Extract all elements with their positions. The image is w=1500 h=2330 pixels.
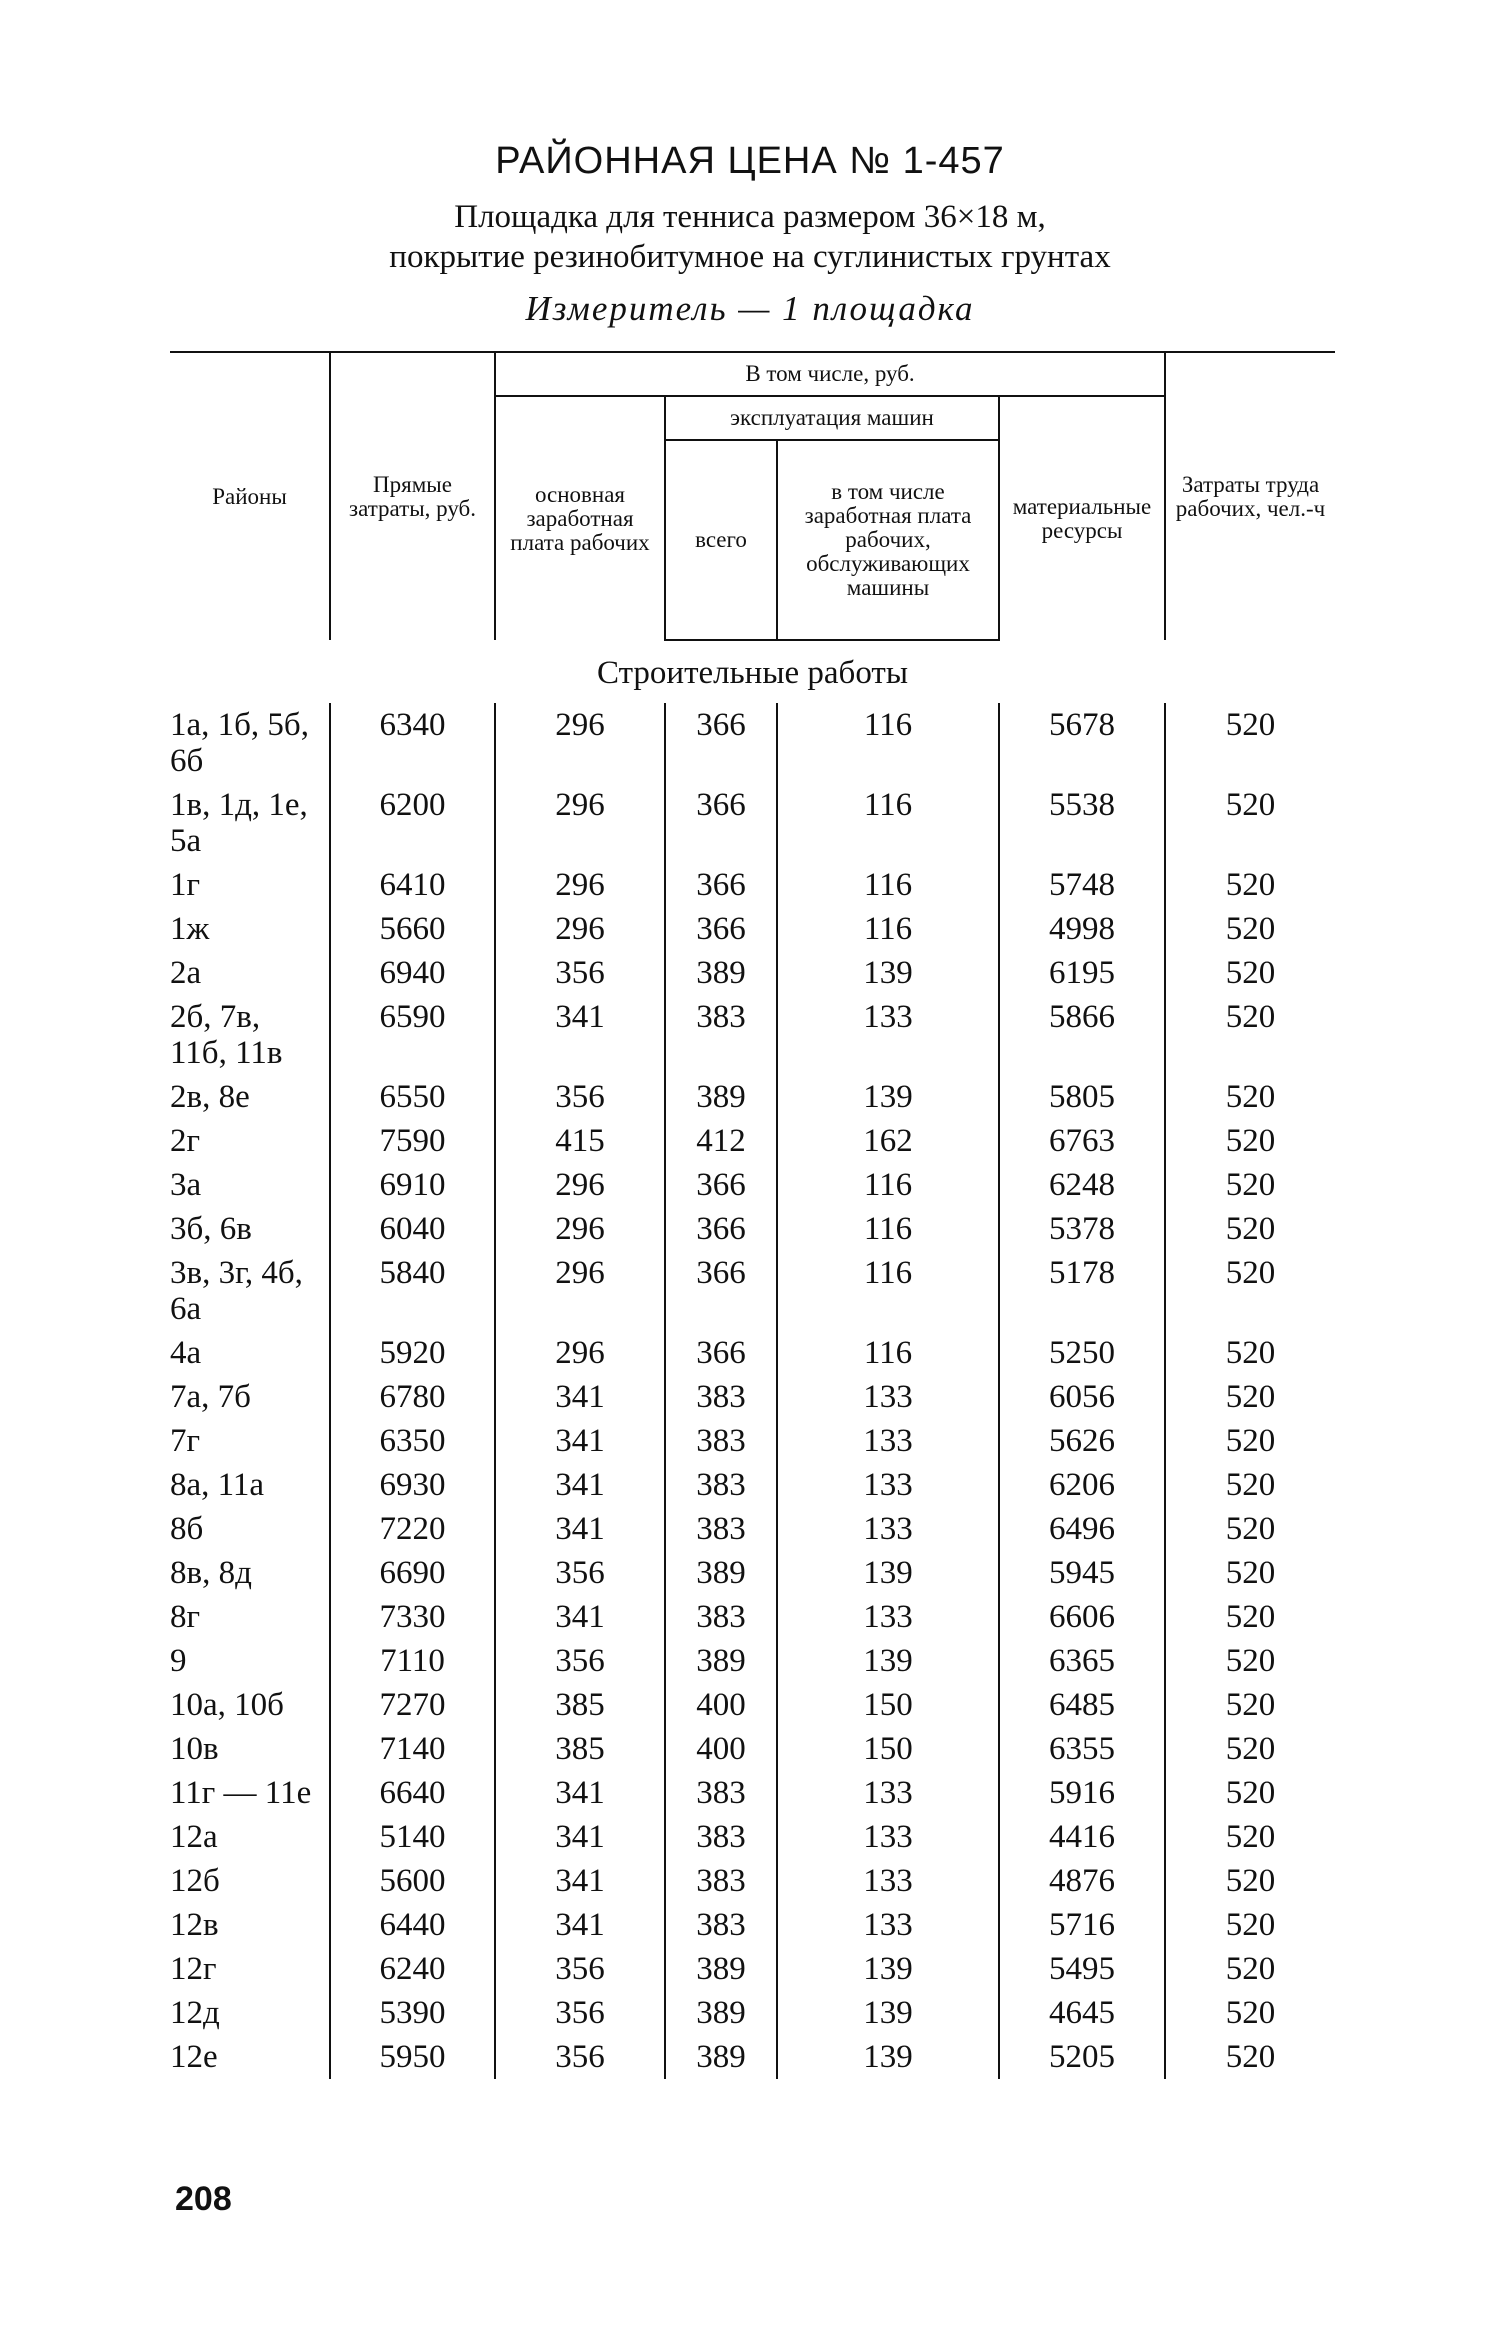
labor-cell: 520	[1165, 1859, 1335, 1903]
machine-total-cell: 366	[665, 907, 777, 951]
labor-cell: 520	[1165, 1815, 1335, 1859]
materials-cell: 5866	[999, 995, 1165, 1075]
machine-wage-cell: 116	[777, 863, 999, 907]
machine-total-cell: 366	[665, 1207, 777, 1251]
machine-wage-cell: 150	[777, 1683, 999, 1727]
machine-total-cell: 383	[665, 1463, 777, 1507]
machine-wage-cell: 116	[777, 783, 999, 863]
machine-total-cell: 383	[665, 1595, 777, 1639]
machine-wage-cell: 116	[777, 1331, 999, 1375]
region-cell: 12е	[170, 2039, 218, 2075]
region-cell: 1ж	[170, 911, 210, 947]
machine-wage-cell: 139	[777, 1991, 999, 2035]
base-wage-cell: 296	[495, 1207, 665, 1251]
table-row	[170, 907, 1335, 951]
region-cell: 12а	[170, 1819, 218, 1855]
machine-wage-cell: 133	[777, 1815, 999, 1859]
machine-wage-cell: 162	[777, 1119, 999, 1163]
direct-costs-cell: 6910	[330, 1163, 495, 1207]
machine-total-cell: 400	[665, 1683, 777, 1727]
machine-total-cell: 412	[665, 1119, 777, 1163]
base-wage-cell: 296	[495, 863, 665, 907]
direct-costs-cell: 5390	[330, 1991, 495, 2035]
machine-total-cell: 389	[665, 1075, 777, 1119]
base-wage-cell: 356	[495, 1991, 665, 2035]
labor-cell: 520	[1165, 1639, 1335, 1683]
materials-cell: 5916	[999, 1771, 1165, 1815]
labor-cell: 520	[1165, 783, 1335, 863]
machine-total-cell: 366	[665, 1331, 777, 1375]
base-wage-cell: 356	[495, 951, 665, 995]
table-row	[170, 1163, 1335, 1207]
direct-costs-cell: 5140	[330, 1815, 495, 1859]
header-including: В том числе, руб.	[495, 352, 1165, 396]
direct-costs-cell: 6340	[330, 703, 495, 783]
materials-cell: 4416	[999, 1815, 1165, 1859]
table-row	[170, 1119, 1335, 1163]
base-wage-cell: 341	[495, 1463, 665, 1507]
base-wage-cell: 341	[495, 1375, 665, 1419]
machine-wage-cell: 133	[777, 995, 999, 1075]
table-row	[170, 1903, 1335, 1947]
direct-costs-cell: 6440	[330, 1903, 495, 1947]
base-wage-cell: 341	[495, 1903, 665, 1947]
table-body	[170, 640, 1335, 2079]
labor-cell: 520	[1165, 1207, 1335, 1251]
header-regions: Районы	[170, 352, 330, 640]
labor-cell: 520	[1165, 863, 1335, 907]
direct-costs-cell: 6640	[330, 1771, 495, 1815]
table-row	[170, 1771, 1335, 1815]
machine-total-cell: 383	[665, 1815, 777, 1859]
table-row	[170, 863, 1335, 907]
labor-cell: 520	[1165, 1683, 1335, 1727]
region-cell: 9	[170, 1643, 187, 1679]
machine-total-cell: 389	[665, 1639, 777, 1683]
base-wage-cell: 385	[495, 1683, 665, 1727]
base-wage-cell: 356	[495, 1075, 665, 1119]
labor-cell: 520	[1165, 1163, 1335, 1207]
direct-costs-cell: 6940	[330, 951, 495, 995]
labor-cell: 520	[1165, 1419, 1335, 1463]
direct-costs-cell: 5660	[330, 907, 495, 951]
machine-total-cell: 389	[665, 1947, 777, 1991]
price-table	[170, 351, 1335, 2079]
labor-cell: 520	[1165, 1947, 1335, 1991]
materials-cell: 6355	[999, 1727, 1165, 1771]
region-cell: 11г — 11е	[170, 1775, 312, 1811]
base-wage-cell: 341	[495, 1815, 665, 1859]
machine-wage-cell: 139	[777, 951, 999, 995]
materials-cell: 5716	[999, 1903, 1165, 1947]
table-row	[170, 1207, 1335, 1251]
machine-wage-cell: 139	[777, 1639, 999, 1683]
region-cell: 8б	[170, 1511, 204, 1547]
table-row	[170, 1683, 1335, 1727]
labor-cell: 520	[1165, 951, 1335, 995]
header-base-wage: основная заработная плата рабочих	[495, 396, 665, 640]
materials-cell: 6248	[999, 1163, 1165, 1207]
header-materials: материальные ресурсы	[999, 396, 1165, 640]
machine-wage-cell: 133	[777, 1419, 999, 1463]
labor-cell: 520	[1165, 2035, 1335, 2079]
labor-cell: 520	[1165, 1251, 1335, 1331]
machine-total-cell: 383	[665, 1859, 777, 1903]
region-cell: 4а	[170, 1335, 202, 1371]
region-cell: 1г	[170, 867, 201, 903]
materials-cell: 5378	[999, 1207, 1165, 1251]
table-row	[170, 1815, 1335, 1859]
direct-costs-cell: 6930	[330, 1463, 495, 1507]
region-cell: 3а	[170, 1167, 202, 1203]
materials-cell: 6496	[999, 1507, 1165, 1551]
machine-wage-cell: 133	[777, 1507, 999, 1551]
materials-cell: 4645	[999, 1991, 1165, 2035]
labor-cell: 520	[1165, 703, 1335, 783]
base-wage-cell: 356	[495, 1947, 665, 1991]
region-cell: 2а	[170, 955, 202, 991]
header-machine-total: всего	[665, 440, 777, 640]
labor-cell: 520	[1165, 995, 1335, 1075]
table-row	[170, 1075, 1335, 1119]
base-wage-cell: 341	[495, 1859, 665, 1903]
region-cell: 8в, 8д	[170, 1555, 252, 1591]
materials-cell: 5626	[999, 1419, 1165, 1463]
header-direct-costs: Прямые затраты, руб.	[330, 352, 495, 640]
direct-costs-cell: 6410	[330, 863, 495, 907]
machine-total-cell: 389	[665, 951, 777, 995]
labor-cell: 520	[1165, 1463, 1335, 1507]
labor-cell: 520	[1165, 1551, 1335, 1595]
labor-cell: 520	[1165, 1075, 1335, 1119]
machine-wage-cell: 116	[777, 703, 999, 783]
section-title: Строительные работы	[597, 655, 908, 691]
table-row	[170, 1463, 1335, 1507]
labor-cell: 520	[1165, 1727, 1335, 1771]
table-row	[170, 1595, 1335, 1639]
base-wage-cell: 296	[495, 1163, 665, 1207]
table-row	[170, 1947, 1335, 1991]
direct-costs-cell: 7590	[330, 1119, 495, 1163]
region-cell: 8г	[170, 1599, 201, 1635]
table-row	[170, 951, 1335, 995]
machine-wage-cell: 133	[777, 1595, 999, 1639]
materials-cell: 5495	[999, 1947, 1165, 1991]
table-row	[170, 783, 1335, 863]
table-row	[170, 2035, 1335, 2079]
machine-total-cell: 389	[665, 2035, 777, 2079]
machine-total-cell: 366	[665, 863, 777, 907]
base-wage-cell: 341	[495, 995, 665, 1075]
labor-cell: 520	[1165, 1595, 1335, 1639]
materials-cell: 5805	[999, 1075, 1165, 1119]
direct-costs-cell: 6350	[330, 1419, 495, 1463]
machine-wage-cell: 139	[777, 1075, 999, 1119]
machine-wage-cell: 116	[777, 1251, 999, 1331]
machine-total-cell: 383	[665, 1419, 777, 1463]
region-cell: 7а, 7б	[170, 1379, 251, 1415]
page	[170, 120, 1330, 2079]
machine-wage-cell: 139	[777, 1551, 999, 1595]
table-row	[170, 1331, 1335, 1375]
materials-cell: 5678	[999, 703, 1165, 783]
base-wage-cell: 356	[495, 1639, 665, 1683]
materials-cell: 6485	[999, 1683, 1165, 1727]
machine-wage-cell: 133	[777, 1375, 999, 1419]
region-cell: 1в, 1д, 1е, 5а	[170, 787, 308, 859]
table-row	[170, 1507, 1335, 1551]
base-wage-cell: 341	[495, 1595, 665, 1639]
table-row	[170, 1639, 1335, 1683]
materials-cell: 5945	[999, 1551, 1165, 1595]
table-row	[170, 1251, 1335, 1331]
materials-cell: 5250	[999, 1331, 1165, 1375]
direct-costs-cell: 5920	[330, 1331, 495, 1375]
machine-wage-cell: 150	[777, 1727, 999, 1771]
region-cell: 7г	[170, 1423, 201, 1459]
direct-costs-cell: 7220	[330, 1507, 495, 1551]
materials-cell: 6763	[999, 1119, 1165, 1163]
machine-total-cell: 389	[665, 1551, 777, 1595]
table-row	[170, 1859, 1335, 1903]
header-machine-wage: в том числе заработная плата рабочих, обслуживающих машины	[777, 440, 999, 640]
base-wage-cell: 341	[495, 1507, 665, 1551]
direct-costs-cell: 6200	[330, 783, 495, 863]
table-row	[170, 1375, 1335, 1419]
base-wage-cell: 341	[495, 1771, 665, 1815]
table-row	[170, 1727, 1335, 1771]
direct-costs-cell: 6780	[330, 1375, 495, 1419]
materials-cell: 6365	[999, 1639, 1165, 1683]
machine-total-cell: 383	[665, 1903, 777, 1947]
price-title: РАЙОННАЯ ЦЕНА № 1-457	[495, 140, 1005, 182]
table-header	[170, 352, 1335, 640]
machine-total-cell: 383	[665, 1771, 777, 1815]
base-wage-cell: 341	[495, 1419, 665, 1463]
section-row	[170, 640, 1335, 703]
direct-costs-cell: 5600	[330, 1859, 495, 1903]
header-machine-operation: эксплуатация машин	[665, 396, 999, 440]
labor-cell: 520	[1165, 907, 1335, 951]
machine-total-cell: 389	[665, 1991, 777, 2035]
materials-cell: 5748	[999, 863, 1165, 907]
region-cell: 10в	[170, 1731, 219, 1767]
region-cell: 2в, 8е	[170, 1079, 250, 1115]
machine-wage-cell: 139	[777, 1947, 999, 1991]
table-row	[170, 703, 1335, 783]
machine-wage-cell: 116	[777, 907, 999, 951]
machine-total-cell: 366	[665, 703, 777, 783]
base-wage-cell: 415	[495, 1119, 665, 1163]
machine-total-cell: 366	[665, 1251, 777, 1331]
labor-cell: 520	[1165, 1991, 1335, 2035]
region-cell: 12в	[170, 1907, 219, 1943]
materials-cell: 6606	[999, 1595, 1165, 1639]
machine-total-cell: 366	[665, 783, 777, 863]
subtitle-line-1: Площадка для тенниса размером 36×18 м,	[454, 199, 1046, 235]
direct-costs-cell: 6240	[330, 1947, 495, 1991]
materials-cell: 5538	[999, 783, 1165, 863]
table-row	[170, 1991, 1335, 2035]
direct-costs-cell: 7110	[330, 1639, 495, 1683]
materials-cell: 4998	[999, 907, 1165, 951]
labor-cell: 520	[1165, 1119, 1335, 1163]
region-cell: 12г	[170, 1951, 217, 1987]
base-wage-cell: 385	[495, 1727, 665, 1771]
region-cell: 1а, 1б, 5б, 6б	[170, 707, 309, 779]
machine-total-cell: 383	[665, 995, 777, 1075]
machine-wage-cell: 133	[777, 1903, 999, 1947]
labor-cell: 520	[1165, 1771, 1335, 1815]
region-cell: 12д	[170, 1995, 220, 2031]
machine-total-cell: 400	[665, 1727, 777, 1771]
base-wage-cell: 356	[495, 2035, 665, 2079]
direct-costs-cell: 5840	[330, 1251, 495, 1331]
direct-costs-cell: 6550	[330, 1075, 495, 1119]
page-number: 208	[175, 2180, 232, 2218]
machine-wage-cell: 133	[777, 1463, 999, 1507]
base-wage-cell: 296	[495, 907, 665, 951]
machine-wage-cell: 133	[777, 1859, 999, 1903]
base-wage-cell: 356	[495, 1551, 665, 1595]
base-wage-cell: 296	[495, 1251, 665, 1331]
direct-costs-cell: 5950	[330, 2035, 495, 2079]
direct-costs-cell: 7270	[330, 1683, 495, 1727]
table-row	[170, 995, 1335, 1075]
materials-cell: 6056	[999, 1375, 1165, 1419]
region-cell: 2б, 7в, 11б, 11в	[170, 999, 283, 1071]
labor-cell: 520	[1165, 1375, 1335, 1419]
direct-costs-cell: 6590	[330, 995, 495, 1075]
direct-costs-cell: 7330	[330, 1595, 495, 1639]
materials-cell: 5205	[999, 2035, 1165, 2079]
direct-costs-cell: 7140	[330, 1727, 495, 1771]
machine-wage-cell: 139	[777, 2035, 999, 2079]
subtitle-line-2: покрытие резинобитумное на суглинистых грунтах	[389, 239, 1111, 275]
region-cell: 3в, 3г, 4б, 6а	[170, 1255, 303, 1327]
labor-cell: 520	[1165, 1331, 1335, 1375]
machine-total-cell: 383	[665, 1507, 777, 1551]
materials-cell: 4876	[999, 1859, 1165, 1903]
labor-cell: 520	[1165, 1507, 1335, 1551]
header-labor: Затраты труда рабочих, чел.-ч	[1165, 352, 1335, 640]
base-wage-cell: 296	[495, 783, 665, 863]
region-cell: 3б, 6в	[170, 1211, 252, 1247]
table-row	[170, 1419, 1335, 1463]
base-wage-cell: 296	[495, 1331, 665, 1375]
region-cell: 2г	[170, 1123, 201, 1159]
subtitle	[170, 197, 1330, 277]
base-wage-cell: 296	[495, 703, 665, 783]
direct-costs-cell: 6040	[330, 1207, 495, 1251]
machine-total-cell: 366	[665, 1163, 777, 1207]
region-cell: 10а, 10б	[170, 1687, 284, 1723]
region-cell: 12б	[170, 1863, 220, 1899]
machine-total-cell: 383	[665, 1375, 777, 1419]
labor-cell: 520	[1165, 1903, 1335, 1947]
materials-cell: 6195	[999, 951, 1165, 995]
materials-cell: 5178	[999, 1251, 1165, 1331]
table-row	[170, 1551, 1335, 1595]
region-cell: 8а, 11а	[170, 1467, 265, 1503]
materials-cell: 6206	[999, 1463, 1165, 1507]
direct-costs-cell: 6690	[330, 1551, 495, 1595]
machine-wage-cell: 116	[777, 1163, 999, 1207]
machine-wage-cell: 133	[777, 1771, 999, 1815]
machine-wage-cell: 116	[777, 1207, 999, 1251]
measure-unit: Измеритель — 1 площадка	[525, 289, 975, 328]
